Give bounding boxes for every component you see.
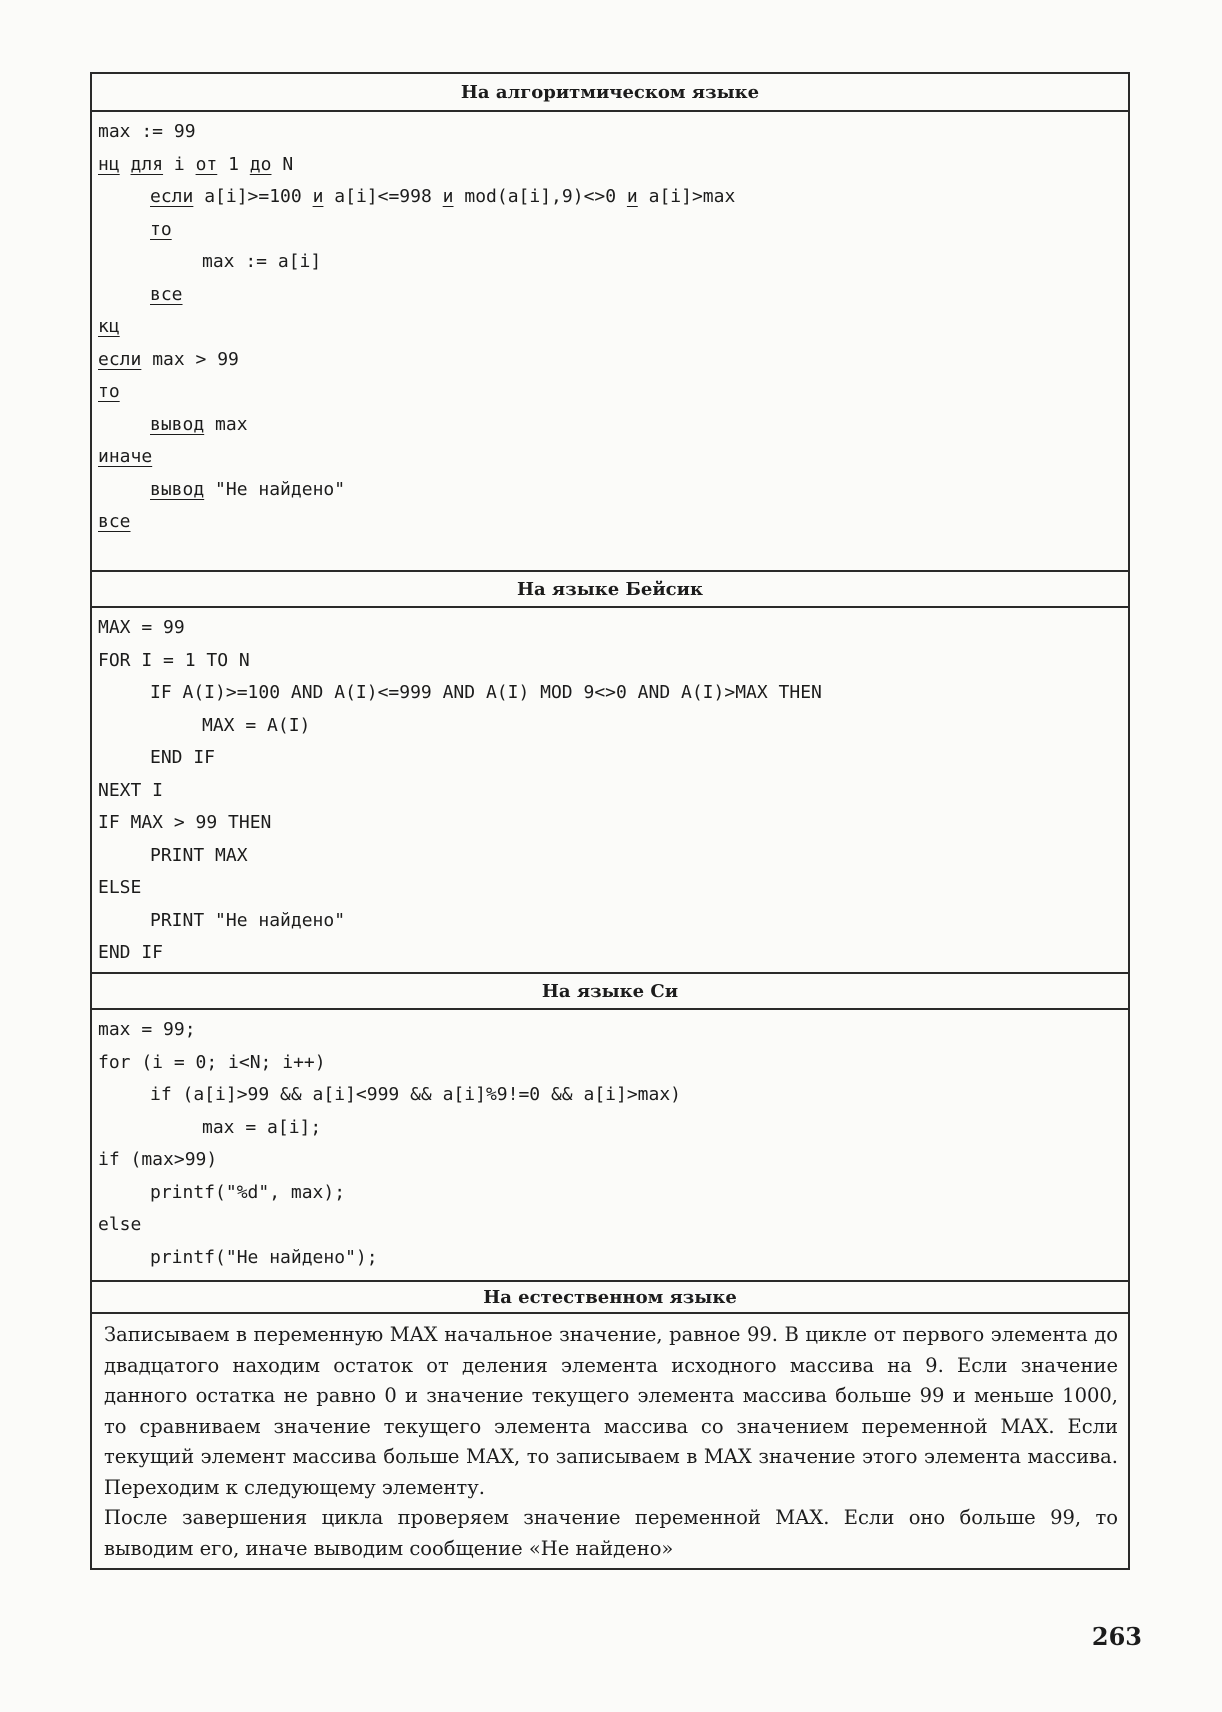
code-line: если a[i]>=100 и a[i]<=998 и mod(a[i],9)<>0 и a[i]>max [150, 186, 736, 207]
code-line: MAX = A(I) [202, 714, 311, 736]
code-line: иначе [98, 446, 153, 467]
code-line: max = 99; [98, 1019, 196, 1040]
basic-section-title: На языке Бейсик [92, 570, 1128, 608]
algo-section-title: На алгоритмическом языке [92, 74, 1128, 112]
code-line: если max > 99 [98, 348, 239, 370]
basic-code-block [92, 608, 1128, 972]
code-line: NEXT I [98, 779, 164, 801]
code-line: FOR I = 1 TO N [98, 649, 250, 671]
code-line: max := 99 [98, 121, 196, 142]
code-line: END IF [98, 942, 164, 963]
code-line: PRINT "Не найдено" [150, 909, 346, 931]
code-line: ELSE [98, 877, 142, 898]
natural-paragraph: Записываем в переменную MAX начальное значение, равное 99. В цикле от первого элемента до двадцатого находим остаток от деления элемента исходного массива на 9. Если значение данного остатка не равно 0 и значение текущего элемента массива больше 99 и меньше 1000, то сравниваем значение текущего элемента массива со значением переменной MAX. Если текущий элемент массива больше MAX, то записываем в MAX значение этого элемента массива. Переходим к следующему элементу. [104, 1323, 1118, 1499]
natural-paragraph: После завершения цикла проверяем значение переменной MAX. Если оно больше 99, то выводим его, иначе выводим сообщение «Не найдено» [104, 1506, 1118, 1560]
c-section-title: На языке Си [92, 972, 1128, 1010]
code-line: нц для i от 1 до N [98, 153, 294, 175]
code-line: IF A(I)>=100 AND A(I)<=999 AND A(I) MOD 9<>0 AND A(I)>MAX THEN [150, 682, 822, 703]
natural-section-title: На естественном языке [92, 1280, 1128, 1314]
code-line: END IF [150, 747, 216, 768]
code-line: IF MAX > 99 THEN [98, 812, 272, 833]
code-line: MAX = 99 [98, 617, 185, 638]
code-line: кц [98, 316, 120, 337]
code-line: вывод max [150, 413, 248, 435]
code-line: PRINT MAX [150, 844, 248, 866]
code-line: все [98, 511, 131, 532]
natural-description [92, 1314, 1128, 1568]
code-line: вывод "Не найдено" [150, 478, 346, 500]
code-line: if (max>99) [98, 1149, 218, 1170]
c-code-block [92, 1010, 1128, 1280]
algo-code-block [92, 112, 1128, 570]
code-line: то [98, 381, 120, 402]
page-number: 263 [1091, 1622, 1142, 1651]
code-line: if (a[i]>99 && a[i]<999 && a[i]%9!=0 && a[i]>max) [150, 1084, 682, 1105]
code-line: printf("Не найдено"); [150, 1246, 378, 1268]
code-line: то [150, 218, 172, 240]
code-line: все [150, 283, 183, 305]
algorithm-comparison-table [90, 72, 1130, 1570]
code-line: else [98, 1214, 142, 1235]
code-line: max := a[i] [202, 251, 322, 272]
code-line: max = a[i]; [202, 1116, 322, 1138]
code-line: for (i = 0; i<N; i++) [98, 1051, 326, 1073]
code-line: printf("%d", max); [150, 1181, 346, 1203]
